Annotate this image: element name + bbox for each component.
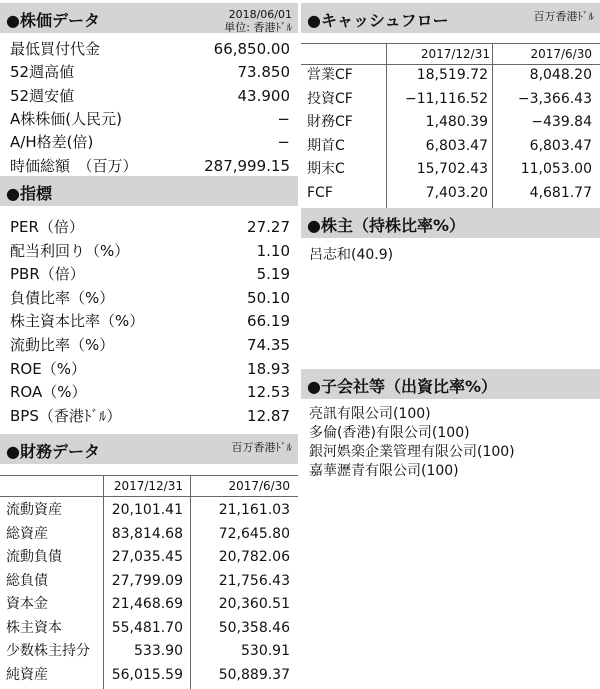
cashflow-value-2: −3,366.43	[517, 90, 592, 107]
indicators-row	[0, 334, 298, 357]
financial-panel	[0, 434, 298, 689]
stock-date: 2018/06/01	[228, 8, 292, 21]
stock-row	[0, 61, 298, 84]
indicators-label: 流動比率（%）	[10, 336, 115, 354]
cashflow-label: 投資CF	[307, 90, 353, 107]
stock-value: 73.850	[237, 63, 290, 82]
indicators-value: 12.53	[247, 383, 290, 402]
indicators-title: ●指標	[6, 184, 52, 203]
shareholders-item: 呂志和(40.9)	[309, 247, 394, 263]
stock-currency: 単位: 香港ﾄﾞﾙ	[224, 21, 292, 34]
indicators-label: ROA（%）	[10, 383, 87, 402]
financial-value-1: 27,799.09	[111, 572, 183, 589]
financial-row	[0, 499, 298, 521]
shareholders-list	[309, 246, 393, 265]
shareholders-header	[301, 208, 600, 238]
indicators-label: ROE（%）	[10, 359, 86, 378]
stock-label: 52週安値	[10, 86, 75, 105]
cashflow-value-1: 1,480.39	[425, 114, 488, 130]
indicators-row	[0, 405, 298, 428]
financial-col1: 2017/12/31	[113, 479, 183, 493]
indicators-label: 配当利回り（%）	[10, 241, 130, 260]
cashflow-value-1: −11,116.52	[405, 90, 488, 107]
financial-value-1: 55,481.70	[111, 619, 183, 636]
financial-label: 株主資本	[6, 619, 62, 636]
financial-value-2: 530.91	[241, 643, 290, 659]
indicators-row	[0, 216, 298, 239]
indicators-label: 負債比率（%）	[10, 288, 115, 307]
subsidiaries-item: 多倫(香港)有限公司(100)	[309, 425, 470, 441]
cashflow-row	[301, 111, 600, 133]
indicators-value: 74.35	[247, 336, 290, 354]
financial-row	[0, 664, 298, 686]
cashflow-value-2: −439.84	[531, 114, 592, 130]
cashflow-row	[301, 64, 600, 86]
stock-header	[0, 3, 298, 33]
indicators-row	[0, 263, 298, 286]
financial-row	[0, 523, 298, 545]
financial-col2: 2017/6/30	[228, 479, 290, 493]
financial-value-1: 20,101.41	[111, 502, 183, 518]
financial-row	[0, 617, 298, 639]
subsidiaries-item: 銀河娯楽企業管理有限公司(100)	[309, 444, 515, 460]
stock-value: −	[277, 133, 290, 152]
financial-value-1: 27,035.45	[111, 549, 183, 565]
financial-row	[0, 546, 298, 568]
financial-value-1: 83,814.68	[111, 525, 183, 542]
financial-label: 純資産	[6, 666, 48, 683]
financial-value-2: 21,756.43	[218, 572, 290, 589]
financial-row	[0, 593, 298, 615]
indicators-value: 12.87	[247, 406, 290, 425]
cashflow-unit: 百万香港ﾄﾞﾙ	[533, 10, 594, 23]
financial-label: 総負債	[6, 572, 48, 589]
stock-unit	[224, 8, 292, 34]
indicators-row	[0, 240, 298, 263]
cashflow-label: 財務CF	[307, 114, 353, 130]
cashflow-row	[301, 158, 600, 180]
stock-row	[0, 85, 298, 108]
indicators-row	[0, 381, 298, 404]
stock-label: 最低買付代金	[10, 40, 101, 58]
cashflow-value-2: 8,048.20	[529, 67, 592, 83]
indicators-value: 27.27	[247, 218, 290, 236]
financial-row	[0, 640, 298, 662]
cashflow-header	[301, 3, 600, 33]
financial-value-1: 21,468.69	[111, 596, 183, 612]
stock-value: 66,850.00	[213, 40, 290, 58]
cashflow-value-2: 11,053.00	[520, 161, 592, 177]
cashflow-panel	[301, 0, 600, 208]
financial-value-2: 50,358.46	[218, 619, 290, 636]
cashflow-col1: 2017/12/31	[420, 47, 490, 61]
stock-value: 43.900	[237, 86, 290, 105]
financial-label: 資本金	[6, 596, 48, 612]
indicators-label: BPS（香港ﾄﾞﾙ）	[10, 406, 122, 425]
cashflow-value-1: 15,702.43	[416, 161, 488, 177]
cashflow-label: 営業CF	[307, 67, 353, 83]
financial-value-2: 21,161.03	[218, 502, 290, 518]
financial-row	[0, 570, 298, 592]
cashflow-row	[301, 135, 600, 157]
subsidiaries-title: ●子会社等（出資比率%）	[307, 377, 497, 396]
stock-label: A/H格差(倍)	[10, 133, 94, 152]
indicators-label: PER（倍）	[10, 218, 84, 236]
indicators-row	[0, 287, 298, 310]
stock-row	[0, 155, 298, 178]
stock-row	[0, 38, 298, 61]
shareholders-title: ●株主（持株比率%）	[307, 216, 465, 235]
indicators-label: PBR（倍）	[10, 265, 85, 284]
stock-label: 時価総額 （百万）	[10, 156, 138, 175]
cashflow-value-1: 6,803.47	[425, 137, 488, 154]
subsidiaries-list	[309, 405, 515, 481]
financial-value-1: 533.90	[134, 643, 183, 659]
subsidiaries-item: 亮訊有限公司(100)	[309, 406, 431, 422]
indicators-header	[0, 176, 298, 206]
financial-label: 流動負債	[6, 549, 62, 565]
financial-value-2: 20,360.51	[218, 596, 290, 612]
financial-label: 総資産	[6, 525, 48, 542]
subsidiaries-item: 嘉華瀝青有限公司(100)	[309, 463, 459, 479]
cashflow-row	[301, 182, 600, 204]
financial-label: 少数株主持分	[6, 643, 90, 659]
cashflow-label: FCF	[307, 184, 333, 201]
stock-row	[0, 131, 298, 154]
cashflow-label: 期首C	[307, 137, 345, 154]
stock-title: ●株価データ	[6, 11, 100, 30]
cashflow-value-1: 18,519.72	[416, 67, 488, 83]
indicators-value: 5.19	[256, 265, 290, 284]
cashflow-label: 期末C	[307, 161, 345, 177]
stock-panel	[0, 0, 298, 175]
cashflow-row	[301, 88, 600, 110]
stock-row	[0, 108, 298, 131]
indicators-value: 66.19	[247, 312, 290, 331]
financial-value-1: 56,015.59	[111, 666, 183, 683]
cashflow-col2: 2017/6/30	[530, 47, 592, 61]
stock-value: 287,999.15	[204, 156, 290, 175]
stock-label: 52週高値	[10, 63, 75, 82]
cashflow-value-2: 6,803.47	[529, 137, 592, 154]
cashflow-title: ●キャッシュフロー	[307, 11, 449, 30]
indicators-label: 株主資本比率（%）	[10, 312, 145, 331]
indicators-row	[0, 358, 298, 381]
financial-value-2: 50,889.37	[218, 666, 290, 683]
subsidiaries-header	[301, 369, 600, 399]
financial-value-2: 72,645.80	[218, 525, 290, 542]
financial-label: 流動資産	[6, 502, 62, 518]
stock-label: A株株価(人民元)	[10, 109, 122, 128]
cashflow-value-1: 7,403.20	[425, 184, 488, 201]
stock-value: −	[277, 109, 290, 128]
indicators-value: 18.93	[247, 359, 290, 378]
indicators-value: 50.10	[247, 288, 290, 307]
financial-title: ●財務データ	[6, 442, 100, 461]
financial-header	[0, 434, 298, 464]
subsidiaries-panel	[301, 369, 600, 499]
financial-unit: 百万香港ﾄﾞﾙ	[231, 441, 292, 454]
indicators-panel	[0, 176, 298, 432]
cashflow-value-2: 4,681.77	[529, 184, 592, 201]
indicators-row	[0, 310, 298, 333]
indicators-value: 1.10	[256, 241, 290, 260]
cashflow-table-header	[301, 43, 600, 65]
shareholders-panel	[301, 208, 600, 368]
financial-value-2: 20,782.06	[218, 549, 290, 565]
financial-table-header	[0, 475, 298, 497]
